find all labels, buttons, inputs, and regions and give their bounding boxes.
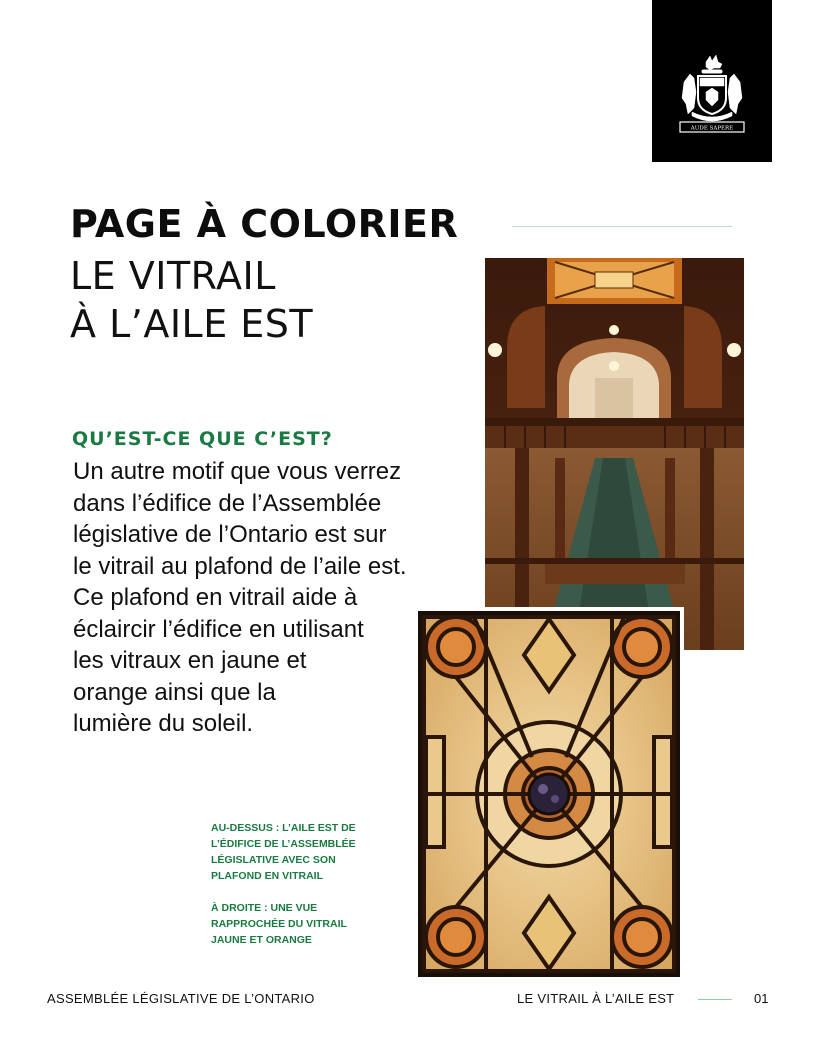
section-heading: QU’EST-CE QUE C’EST? [72, 428, 333, 450]
footer-divider [698, 999, 732, 1000]
body-line: Ce plafond en vitrail aide à [73, 584, 358, 611]
caption-line: L’ÉDIFICE DE L’ASSEMBLÉE [211, 838, 356, 850]
body-line: dans l’édifice de l’Assemblée [73, 489, 382, 517]
subtitle-line-2: À L’AILE EST [70, 302, 314, 346]
caption-line: JAUNE ET ORANGE [211, 934, 312, 946]
body-line: éclaircir l’édifice en utilisant [73, 615, 364, 643]
subtitle-line-1: LE VITRAIL [70, 254, 276, 298]
caption-line: LÉGISLATIVE AVEC SON [211, 854, 336, 866]
body-line: les vitraux en jaune et [73, 647, 307, 674]
body-line: lumière du soleil. [73, 710, 254, 737]
crest-icon [676, 52, 748, 136]
caption-above [211, 820, 356, 884]
header-divider [512, 226, 732, 227]
east-wing-interior-photo [485, 258, 744, 650]
caption-line: RAPPROCHÉE DU VITRAIL [211, 918, 347, 930]
body-line: le vitrail au plafond de l’aile est. [73, 552, 407, 580]
body-line: orange ainsi que la [73, 678, 276, 706]
footer-document-title: LE VITRAIL À L’AILE EST [517, 991, 675, 1006]
coat-of-arms-logo [652, 0, 772, 162]
body-line: Un autre motif que vous verrez [73, 458, 402, 485]
footer-organization: ASSEMBLÉE LÉGISLATIVE DE L’ONTARIO [47, 991, 315, 1006]
caption-line: À DROITE : UNE VUE [211, 902, 318, 914]
caption-right [211, 900, 347, 948]
caption-line: AU-DESSUS : L’AILE EST DE [211, 822, 356, 834]
body-line: législative de l’Ontario est sur [73, 521, 387, 548]
caption-line: PLAFOND EN VITRAIL [211, 870, 323, 882]
body-paragraph [73, 456, 407, 740]
stained-glass-closeup-photo [414, 607, 684, 981]
page-title: PAGE À COLORIER [70, 202, 459, 246]
page-number: 01 [754, 991, 769, 1006]
svg-text:AUDE SAPERE: AUDE SAPERE [690, 125, 734, 132]
